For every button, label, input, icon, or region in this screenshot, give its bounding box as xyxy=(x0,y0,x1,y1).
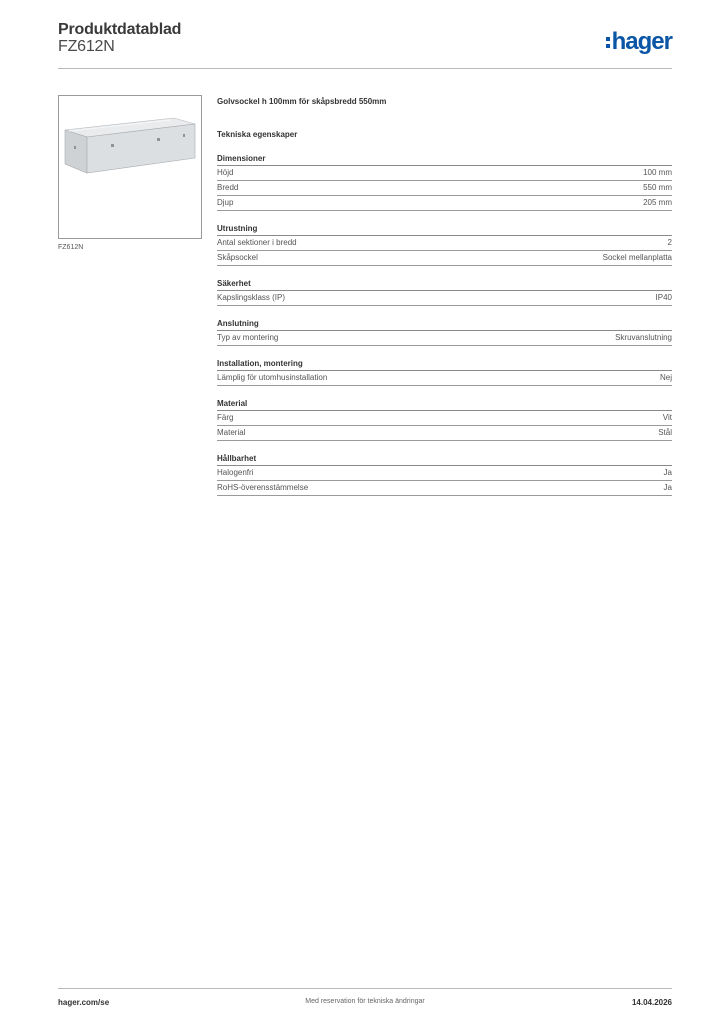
spec-label: Bredd xyxy=(217,183,239,192)
image-caption: FZ612N xyxy=(58,244,84,251)
footer-website: hager.com/se xyxy=(58,998,110,1007)
spec-value: Sockel mellanplatta xyxy=(602,253,672,262)
spec-value: IP40 xyxy=(655,293,672,302)
product-image xyxy=(58,95,202,239)
spec-row xyxy=(217,371,672,386)
logo-dots xyxy=(606,37,610,48)
spec-row xyxy=(217,251,672,266)
hager-logo xyxy=(606,28,672,56)
spec-value: Nej xyxy=(659,373,672,382)
section-title: Installation, montering xyxy=(217,358,672,371)
spec-value: Stål xyxy=(658,428,672,437)
spec-label: Skåpsockel xyxy=(217,253,258,262)
spec-label: Halogenfri xyxy=(217,468,254,477)
spec-row xyxy=(217,166,672,181)
document-title: Produktdatablad xyxy=(58,21,182,38)
spec-row xyxy=(217,331,672,346)
spec-section xyxy=(217,153,672,211)
section-title: Material xyxy=(217,398,672,411)
spec-content xyxy=(217,95,672,496)
spec-value: 100 mm xyxy=(643,168,672,177)
spec-section xyxy=(217,453,672,496)
product-description: Golvsockel h 100mm för skåpsbredd 550mm xyxy=(217,97,387,106)
spec-label: Djup xyxy=(217,198,234,207)
section-title: Dimensioner xyxy=(217,153,672,166)
footer-disclaimer: Med reservation för tekniska ändringar xyxy=(305,998,425,1005)
spec-value: Vit xyxy=(662,413,672,422)
logo-text: hager xyxy=(611,28,672,55)
spec-value: Ja xyxy=(663,483,672,492)
spec-label: RoHS-överensstämmelse xyxy=(217,483,309,492)
floor-plinth-illustration xyxy=(59,96,201,238)
spec-section xyxy=(217,358,672,386)
spec-label: Typ av montering xyxy=(217,333,279,342)
page-header xyxy=(58,18,672,69)
product-code: FZ612N xyxy=(58,38,115,55)
spec-value: 205 mm xyxy=(643,198,672,207)
spec-row xyxy=(217,181,672,196)
spec-value: Skruvanslutning xyxy=(615,333,672,342)
spec-row xyxy=(217,426,672,441)
section-title: Hållbarhet xyxy=(217,453,672,466)
section-title: Anslutning xyxy=(217,318,672,331)
spec-label: Färg xyxy=(217,413,234,422)
spec-label: Lämplig för utomhusinstallation xyxy=(217,373,328,382)
section-title: Säkerhet xyxy=(217,278,672,291)
spec-label: Höjd xyxy=(217,168,234,177)
spec-value: Ja xyxy=(663,468,672,477)
spec-section xyxy=(217,318,672,346)
spec-value: 550 mm xyxy=(643,183,672,192)
specs-heading: Tekniska egenskaper xyxy=(217,130,298,139)
spec-row xyxy=(217,411,672,426)
spec-row xyxy=(217,291,672,306)
spec-sections xyxy=(217,153,672,496)
spec-row xyxy=(217,466,672,481)
footer-date: 14.04.2026 xyxy=(631,998,672,1007)
spec-section xyxy=(217,278,672,306)
spec-section xyxy=(217,398,672,441)
spec-label: Material xyxy=(217,428,246,437)
spec-row xyxy=(217,481,672,496)
spec-section xyxy=(217,223,672,266)
spec-row xyxy=(217,236,672,251)
section-title: Utrustning xyxy=(217,223,672,236)
spec-label: Kapslingsklass (IP) xyxy=(217,293,286,302)
spec-value: 2 xyxy=(667,238,672,247)
page-footer xyxy=(58,988,672,1017)
spec-row xyxy=(217,196,672,211)
spec-label: Antal sektioner i bredd xyxy=(217,238,297,247)
